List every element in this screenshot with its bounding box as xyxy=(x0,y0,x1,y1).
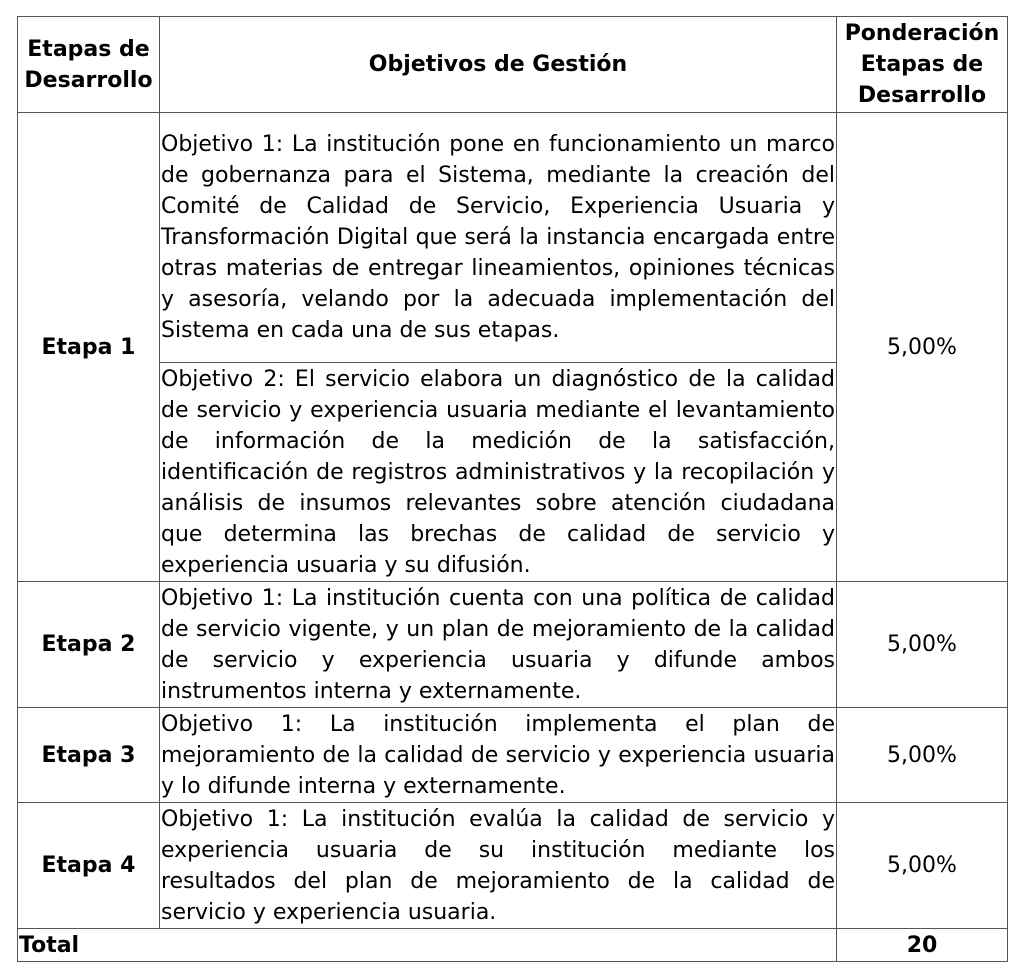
stage-cell: Etapa 2 xyxy=(18,582,160,708)
table-row-stage-3 xyxy=(18,708,1008,803)
weight-cell: 5,00% xyxy=(837,708,1008,803)
weight-cell: 5,00% xyxy=(837,113,1008,582)
table-row-stage-4 xyxy=(18,803,1008,929)
objective-cell: Objetivo 1: La institución implementa el plan de mejoramiento de la calidad de servicio y experiencia usuaria y lo difunde interna y externamente. xyxy=(160,708,837,803)
header-objectives: Objetivos de Gestión xyxy=(160,17,837,113)
total-row xyxy=(18,929,1008,962)
header-weight: Ponderación Etapas de Desarrollo xyxy=(837,17,1008,113)
stage-cell: Etapa 1 xyxy=(18,113,160,582)
total-value: 20 xyxy=(837,929,1008,962)
table-row-stage-2 xyxy=(18,582,1008,708)
objective-cell: Objetivo 2: El servicio elabora un diagnóstico de la calidad de servicio y experiencia usuaria mediante el levantamiento de información de la medición de la satisfacción, identificación de registros administrativos y la recopilación y análisis de insumos relevantes sobre atención ciudadana que determina las brechas de calidad de servicio y experiencia usuaria y su difusión. xyxy=(160,363,837,582)
weight-cell: 5,00% xyxy=(837,803,1008,929)
weight-cell: 5,00% xyxy=(837,582,1008,708)
total-label: Total xyxy=(18,929,837,962)
stage-cell: Etapa 4 xyxy=(18,803,160,929)
objective-cell: Objetivo 1: La institución pone en funcionamiento un marco de gobernanza para el Sistema, mediante la creación del Comité de Calidad de Servicio, Experiencia Usuaria y Transformación Digital que será la instancia encargada entre otras materias de entregar lineamientos, opiniones técnicas y asesoría, velando por la adecuada implementación del Sistema en cada una de sus etapas. xyxy=(160,113,837,363)
objective-cell: Objetivo 1: La institución cuenta con una política de calidad de servicio vigente, y un plan de mejoramiento de la calidad de servicio y experiencia usuaria y difunde ambos instrumentos interna y externamente. xyxy=(160,582,837,708)
stage-cell: Etapa 3 xyxy=(18,708,160,803)
header-row xyxy=(18,17,1008,113)
objectives-table xyxy=(17,16,1008,962)
header-stages: Etapas de Desarrollo xyxy=(18,17,160,113)
objective-cell: Objetivo 1: La institución evalúa la calidad de servicio y experiencia usuaria de su institución mediante los resultados del plan de mejoramiento de la calidad de servicio y experiencia usuaria. xyxy=(160,803,837,929)
table-row-stage-1 xyxy=(18,113,1008,363)
